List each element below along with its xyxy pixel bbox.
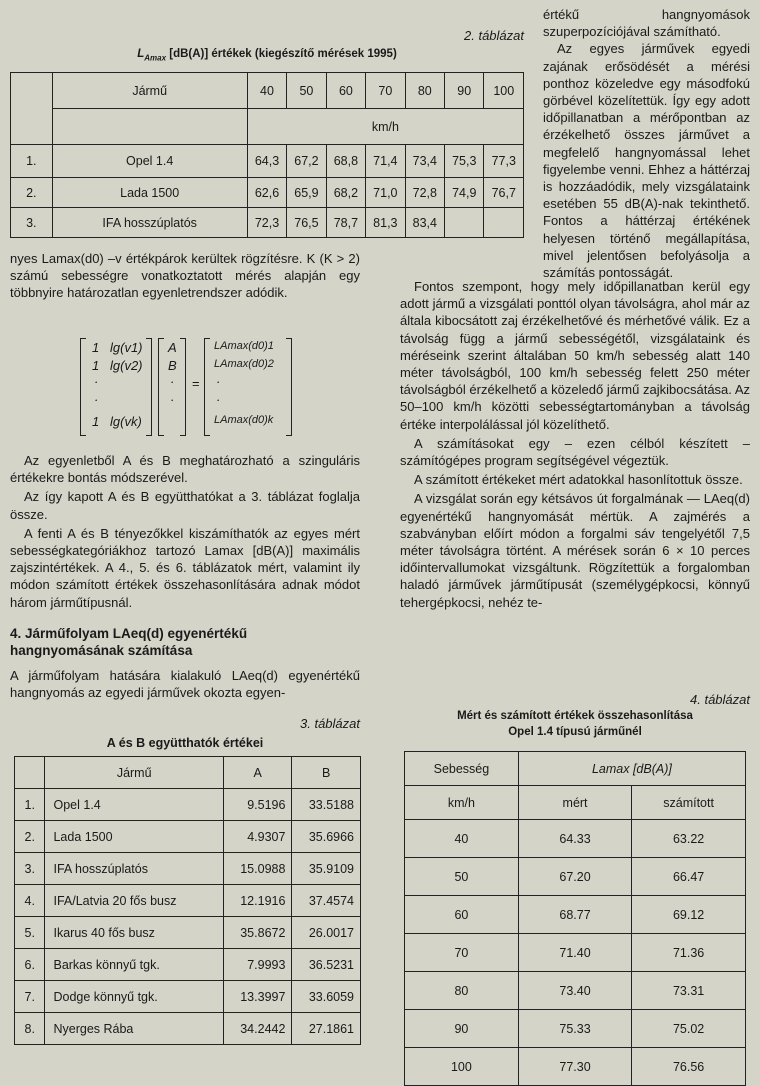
section-heading: 4. Járműfolyam LAeq(d) egyenértékű hangnyomásának számítása [10, 625, 248, 658]
table-row: 3. IFA hosszúplatós 72,3 76,5 78,7 81,3 83,4 [11, 208, 524, 238]
table2 [10, 72, 524, 238]
table-row: 70 71.40 71.36 [405, 934, 746, 972]
table-row: 40 64.33 63.22 [405, 820, 746, 858]
table4-header-lamax: Lamax [dB(A)] [518, 752, 745, 786]
table4-header-calculated: számított [632, 786, 746, 820]
table-row: 80 73.40 73.31 [405, 972, 746, 1010]
table-row: 6. Barkas könnyű tgk. 7.9993 36.5231 [15, 949, 361, 981]
table-row: 8. Nyerges Rába 34.2442 27.1861 [15, 1013, 361, 1045]
table4-title-2: Opel 1.4 típusú járműnél [508, 726, 642, 738]
table-row: 5. Ikarus 40 fős busz 35.8672 26.0017 [15, 917, 361, 949]
table2-speed: 100 [484, 73, 524, 109]
left-paragraph-2: Az egyenletből A és B meghatározható a szinguláris értékekre bontás módszerével. [10, 453, 360, 486]
table3-title: A és B együtthatók értékei [106, 736, 264, 750]
table-row: 90 75.33 75.02 [405, 1010, 746, 1048]
table4 [404, 751, 746, 1086]
table2-title: $L_{Amax}$ [dB(A)] értékek (kiegészítő mérések 1995) [137, 48, 397, 63]
table2-header-vehicle: Jármű [52, 73, 247, 109]
table-row: 4. IFA/Latvia 20 fős busz 12.1916 37.4574 [15, 885, 361, 917]
table3 [14, 756, 361, 1045]
table-row: 2. Lada 1500 4.9307 35.6966 [15, 821, 361, 853]
table4-number: 4. táblázat [690, 692, 750, 707]
table4-title-1: Mért és számított értékek összehasonlítása [457, 710, 693, 722]
table3-number: 3. táblázat [300, 716, 360, 731]
table-row: 7. Dodge könnyű tgk. 13.3997 33.6059 [15, 981, 361, 1013]
left-paragraph-3: Az így kapott A és B együtthatókat a 3. táblázat foglalja össze. [10, 489, 360, 522]
right-paragraph-0: értékű hangnyomások szuperpozíciójával számítható. [543, 7, 750, 40]
table2-speed: 40 [247, 73, 286, 109]
table3-header: Jármű [45, 757, 223, 789]
table2-speed: 50 [287, 73, 326, 109]
table-row: 1. Opel 1.4 64,3 67,2 68,8 71,4 73,4 75,3 77,3 [11, 145, 524, 178]
table2-number: 2. táblázat [464, 28, 524, 43]
table4-header-speed: Sebesség [405, 752, 519, 786]
left-paragraph-5: A járműfolyam hatására kialakuló LAeq(d) egyenértékű hangnyomás az egyedi járművek okozta egyen- [10, 667, 360, 701]
right-paragraph-3: A számításokat egy – ezen célból készített – számítógépes program segítségével végeztük. [400, 435, 750, 469]
table2-speed: 60 [326, 73, 365, 109]
right-paragraph-1: Az egyes járművek egyedi zajának erősödését a mérési ponthoz közeledve egy másodfokú görbével közelítettük. Így egy adott időpillanatban a mérőpontban az érzékelhető összes járművet a megfelelő hangnyomással lehet figyelembe venni. Ehhez a háttérzaj is hozzáadódik, mely vizsgálataink esetében 55 dB(A)-nak tekinthető. Fontos a háttérzaj értékének helyesen történő megállapítása, mivel jelentősen befolyásolja a számítás pontosságát. [543, 41, 750, 281]
table-row: 2. Lada 1500 62,6 65,9 68,2 71,0 72,8 74,9 76,7 [11, 178, 524, 208]
table3-header: A [223, 757, 292, 789]
table2-speed: 80 [405, 73, 444, 109]
table-row: 100 77.30 76.56 [405, 1048, 746, 1086]
table-row: 50 67.20 66.47 [405, 858, 746, 896]
table2-speed: 70 [366, 73, 405, 109]
right-paragraph-2: Fontos szempont, hogy mely időpillanatban kerül egy adott jármű a vizsgálati ponttól olyan távolságra, ahol már az általa kibocsátott zaj érzékelhetővé és mérhetővé válik. Ez a távolság függ a jármű sebességétől, vizsgálataink és méréseink szerint általában 50 km/h sebesség alatt 140 méter távolságból, 100 km/h sebesség felett 250 méter távolságból érzékelhető a közeledő jármű zajkibocsátása. Az 50–100 km/h közötti sebességtartományban a távolság értéke interpolálással jól közelíthető. [400, 279, 750, 432]
table3-header: B [292, 757, 361, 789]
right-paragraph-4: A számított értékeket mért adatokkal hasonlítottuk össze. [414, 472, 743, 488]
table4-header-measured: mért [518, 786, 631, 820]
table-row: 60 68.77 69.12 [405, 896, 746, 934]
left-paragraph-4: A fenti A és B tényezőkkel kiszámíthatók az egyes mért sebességkategóriákhoz tartozó Lamax [dB(A)] maximális zajszintértékek. A 4., 5. és 6. táblázatok mért, valamint ily módon számított értékek összehasonlítására adnak módot három járműtípusnál. [10, 525, 360, 610]
matrix-equation: 1 1 · · 1 lg(v1) lg(v2) lg(vk) A B · · = LAmax(d0)1 LAmax(d0)2 · · LAmax(d0)k [80, 338, 300, 438]
left-paragraph-1: nyes Lamax(d0) –v értékpárok kerültek rögzítésre. K (K > 2) számú sebességre vonatkoztatott mérés alapján egy többnyire határozatlan egyenletrendszer adódik. [10, 251, 360, 301]
table-row: 3. IFA hosszúplatós 15.0988 35.9109 [15, 853, 361, 885]
right-paragraph-5: A vizsgálat során egy kétsávos út forgalmának — LAeq(d) egyenértékű hangnyomását mértük. A zajmérés a szabványban előírt módon a forgalmi sáv tengelyétől 7,5 méter távolságra történt. A mérések során 6 × 10 perces időintervallumokat vizsgáltunk. Rögzítettük a forgalomban haladó járművek járműtípusát (személygépkocsi, könnyű tehergépkocsi, nehéz te- [400, 491, 750, 610]
table2-unit: km/h [247, 109, 523, 145]
table4-header-unit: km/h [405, 786, 519, 820]
table-row: 1. Opel 1.4 9.5196 33.5188 [15, 789, 361, 821]
table2-speed: 90 [445, 73, 484, 109]
